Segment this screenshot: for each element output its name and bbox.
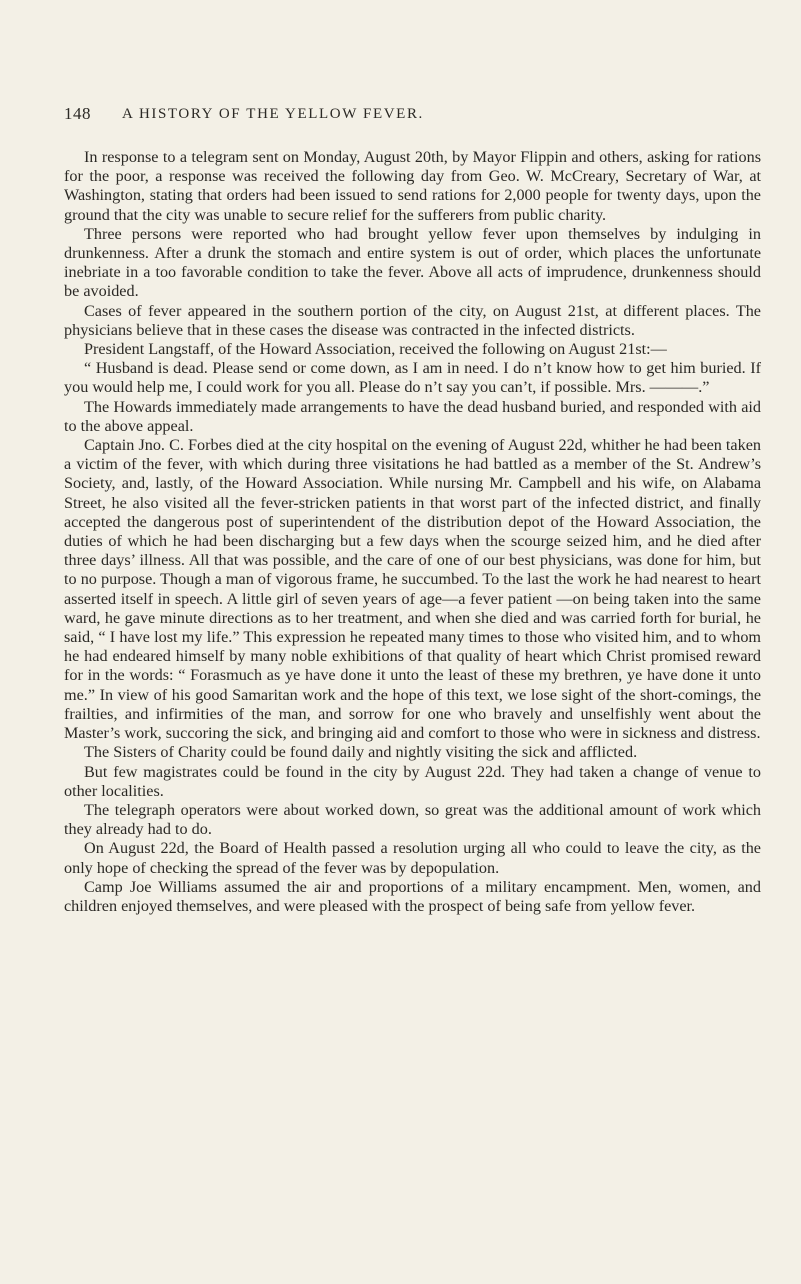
paragraph-telegraph-operators: The telegraph operators were about worked down, so great was the additional amount of work which they already had to do. xyxy=(64,800,761,839)
paragraph-magistrates: But few magistrates could be found in the city by August 22d. They had taken a change of venue to other localities. xyxy=(64,762,761,800)
paragraph-board-of-health: On August 22d, the Board of Health passed a resolution urging all who could to leave the city, as the only hope of checking the spread of the fever was by depopulation. xyxy=(64,839,761,877)
running-title: A HISTORY OF THE YELLOW FEVER. xyxy=(122,106,424,122)
body-text xyxy=(64,148,761,916)
paragraph-camp-joe-williams: Camp Joe Williams assumed the air and proportions of a military encampment. Men, women, and children enjoyed themselves, and were pleased with the prospect of being safe from yellow fever. xyxy=(64,877,761,915)
paragraph-southern-cases: Cases of fever appeared in the southern portion of the city, on August 21st, at different places. The physicians believe that in these cases the disease was contracted in the infected districts. xyxy=(64,301,761,339)
page-number: 148 xyxy=(64,104,91,123)
paragraph-howards-response: The Howards immediately made arrangements to have the dead husband buried, and responded with aid to the above appeal. xyxy=(64,397,761,435)
paragraph-telegram-rations: In response to a telegram sent on Monday, August 20th, by Mayor Flippin and others, asking for rations for the poor, a response was received the following day from Geo. W. McCreary, Secretary of War, at Washington, stating that orders had been issued to send rations for 2,000 people for twenty days, upon the ground that the city was unable to secure relief for the sufferers from public charity. xyxy=(64,148,761,224)
paragraph-drunkenness: Three persons were reported who had brought yellow fever upon themselves by indulging in drunkenness. After a drunk the stomach and entire system is out of order, which places the unfortunate inebriate in a too favorable condition to take the fever. Above all acts of imprudence, drunkenness should be avoided. xyxy=(64,224,761,301)
running-head xyxy=(64,104,761,128)
paragraph-langstaff-intro: President Langstaff, of the Howard Association, received the following on August 21st:— xyxy=(84,340,667,359)
paragraph-letter-quote: “ Husband is dead. Please send or come down, as I am in need. I do n’t know how to get him buried. If you would help me, I could work for you all. Please do n’t say you can’t, if possible. Mrs. ———.” xyxy=(64,359,761,397)
paragraph-captain-forbes: Captain Jno. C. Forbes died at the city hospital on the evening of August 22d, whither he had been taken a victim of the fever, with which during three visitations he had battled as a member of the St. Andrew’s Society, and, lastly, of the Howard Association. While nursing Mr. Campbell and his wife, on Alabama Street, he also visited all the fever-stricken patients in that worst part of the infected district, and finally accepted the dangerous post of superintendent of the distribution depot of the Howard Association, the duties of which he had been discharging but a few days when the scourge seized him, and he died after three days’ illness. All that was possible, and the care of one of our best physicians, was done for him, but to no purpose. Though a man of vigorous frame, he succumbed. To the last the work he had nearest to heart asserted itself in speech. A little girl of seven years of age—a fever patient —on being taken into the same ward, he gave minute directions as to her treatment, and when she died and was carried forth for burial, he said, “ I have lost my life.” This expression he repeated many times to those who visited him, and to whom he had endeared himself by many noble exhibitions of that quality of heart which Christ promised reward for in the words: “ Forasmuch as ye have done it unto the least of these my brethren, ye have done it unto me.” In view of his good Samaritan work and the hope of this text, we lose sight of the short-comings, the frailties, and infirmities of the man, and sorrow for one who bravely and unselfishly went about the Master’s work, succoring the sick, and bringing aid and comfort to those who were in sickness and distress. xyxy=(64,436,761,743)
paragraph-sisters-of-charity: The Sisters of Charity could be found daily and nightly visiting the sick and afflicted. xyxy=(84,743,638,762)
